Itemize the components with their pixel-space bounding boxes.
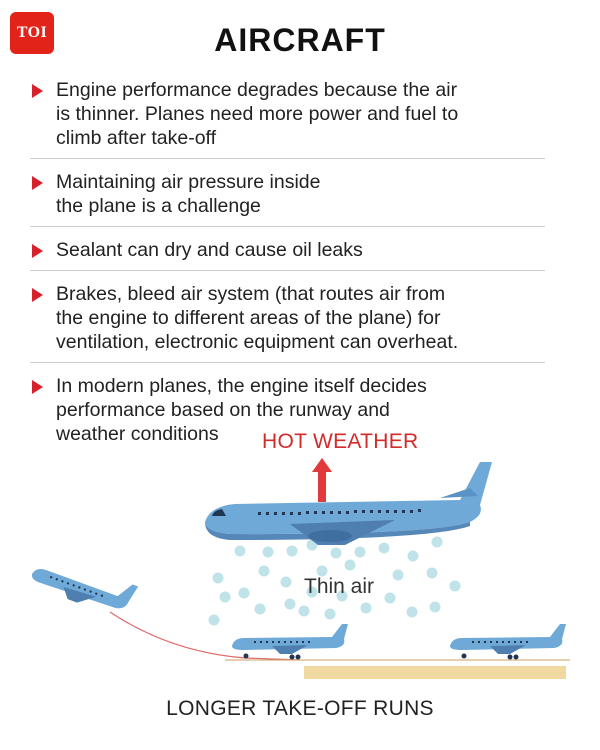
- item-line: performance based on the runway and: [56, 399, 390, 421]
- item-line: weather conditions: [56, 423, 219, 445]
- logo-text: TOI: [16, 24, 48, 41]
- item-line: Maintaining air pressure inside: [56, 171, 321, 193]
- airliner-icon: [205, 462, 492, 545]
- item-line: Engine performance degrades because the air: [56, 79, 458, 101]
- runway-caption: LONGER TAKE-OFF RUNS: [166, 697, 434, 720]
- page-title: AIRCRAFT: [214, 22, 386, 58]
- item-line: climb after take-off: [56, 127, 217, 149]
- item-line: ventilation, electronic equipment can overheat.: [56, 331, 459, 353]
- item-line: the plane is a challenge: [56, 195, 261, 217]
- item-line: Sealant can dry and cause oil leaks: [56, 239, 363, 261]
- runway-strip: [304, 666, 566, 679]
- hot-weather-label: HOT WEATHER: [262, 430, 419, 453]
- item-line: is thinner. Planes need more power and fuel to: [56, 103, 459, 125]
- heat-arrow-icon: [312, 458, 332, 502]
- item-line: the engine to different areas of the plane) for: [56, 307, 441, 329]
- thin-air-label: Thin air: [304, 575, 375, 598]
- item-line: In modern planes, the engine itself decides: [56, 375, 427, 397]
- ground-plane-icon: [450, 624, 566, 660]
- ground-plane-icon: [232, 624, 348, 660]
- takeoff-path: [110, 612, 300, 660]
- item-line: Brakes, bleed air system (that routes air from: [56, 283, 446, 305]
- ascending-plane-icon: [28, 551, 138, 620]
